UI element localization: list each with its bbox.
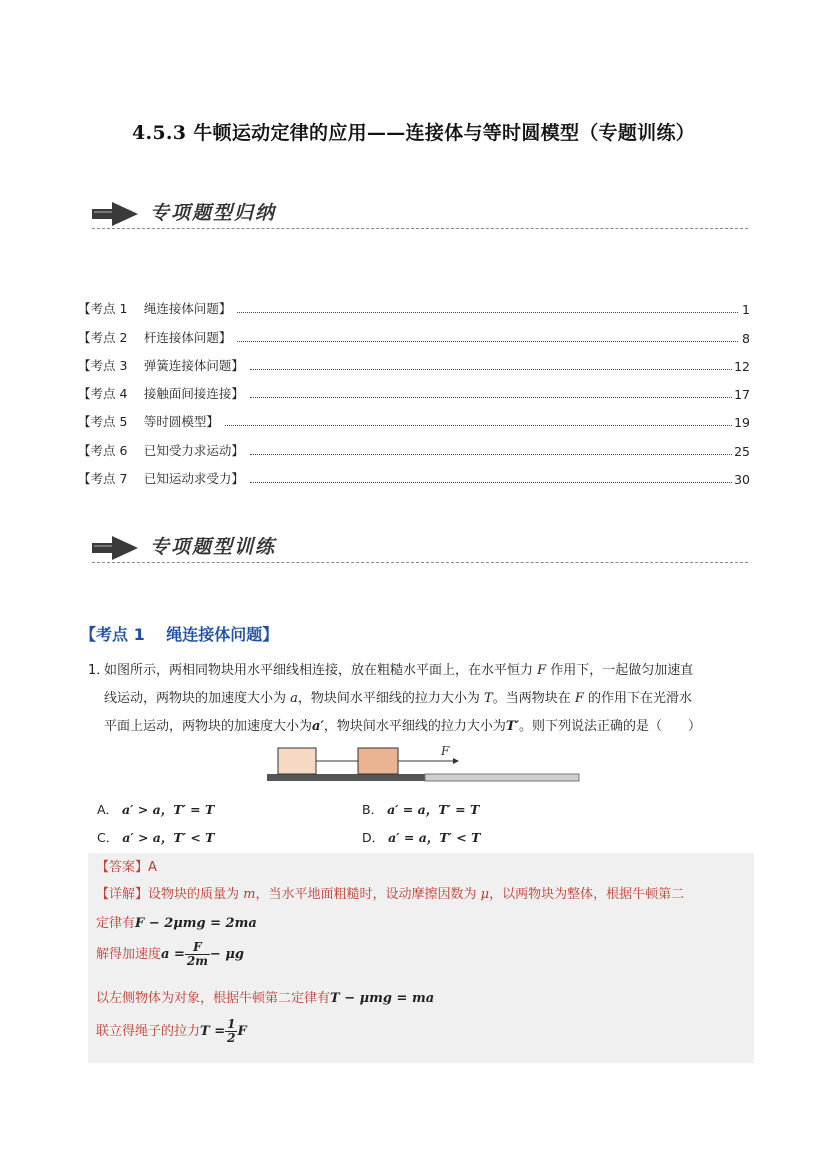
- toc-entry[interactable]: [78, 459, 750, 487]
- smooth-surface: [425, 774, 579, 781]
- toc-label: 【考点 6 已知受力求运动】: [78, 442, 244, 458]
- q-line3b: ，物块间水平细线的拉力大小为: [323, 719, 506, 734]
- toc-entry[interactable]: [78, 346, 750, 374]
- toc-page-number: 19: [734, 415, 750, 431]
- formula-4-rhs: F: [237, 1024, 247, 1039]
- option-key: D．: [362, 830, 385, 845]
- force-label: F: [441, 744, 450, 758]
- toc-page-number: 30: [734, 472, 750, 488]
- toc-page-number: 8: [742, 330, 750, 346]
- toc-label: 【考点 5 等时圆模型】: [78, 414, 219, 430]
- q-line1b: 作用下，一起做匀加速直: [546, 663, 694, 678]
- formula-2-lhs: a =: [161, 947, 185, 962]
- toc-entry[interactable]: [78, 289, 750, 317]
- fraction-denominator: 2: [227, 1031, 236, 1045]
- q-line1a: 如图所示，两相同物块用水平细线相连接，放在粗糙水平面上，在水平恒力: [104, 663, 538, 678]
- fraction-one-half: [225, 1018, 237, 1045]
- fraction-numerator: F: [185, 941, 210, 955]
- detail-line4: [96, 987, 434, 1006]
- rough-surface: [267, 774, 425, 781]
- toc-label: 【考点 4 接触面间接连接】: [78, 386, 244, 402]
- toc-label: 【考点 2 杆连接体问题】: [78, 329, 232, 345]
- formula-2-rhs: − μg: [209, 947, 244, 962]
- question-1: [88, 657, 754, 741]
- q-line2a: 线运动，两物块的加速度大小为: [104, 691, 291, 706]
- option-key: C．: [97, 830, 119, 845]
- formula-1: F − 2μmg = 2ma: [135, 916, 257, 931]
- option-d[interactable]: [362, 828, 480, 846]
- detail-line5: [96, 1018, 247, 1045]
- detail-text: ，以两物块为整体，根据牛顿第二: [489, 887, 685, 902]
- var-a: a: [290, 691, 298, 706]
- var-m: m: [243, 887, 256, 902]
- two-blocks-figure: [265, 743, 585, 785]
- question-number: 1．: [88, 663, 110, 678]
- var-a-prime: a′: [312, 719, 324, 734]
- banner-divider: [92, 562, 748, 563]
- q-line3c: 。则下列说法正确的是（ ）: [519, 719, 702, 734]
- formula-4-lhs: T =: [200, 1024, 226, 1039]
- toc-entry[interactable]: [78, 317, 750, 345]
- table-of-contents: [78, 289, 750, 487]
- detail-line3: [96, 941, 244, 968]
- toc-page-number: 25: [734, 443, 750, 459]
- banner-training-text: 专项题型训练: [150, 536, 277, 558]
- fraction-numerator: 1: [227, 1017, 236, 1031]
- banner-summary: [92, 196, 748, 230]
- fraction-f-over-2m: [185, 941, 210, 968]
- document-title: 4.5.3 牛顿运动定律的应用——连接体与等时圆模型（专题训练）: [131, 122, 696, 144]
- arrow-right-icon: [92, 536, 138, 560]
- banner-divider: [92, 228, 748, 229]
- var-t: T: [484, 691, 493, 706]
- option-text: a′ > a，T′ < T: [122, 830, 215, 845]
- option-key: B．: [362, 802, 384, 817]
- q-line2b: ，物块间水平细线的拉力大小为: [297, 691, 485, 706]
- detail-line1: [96, 883, 684, 902]
- detail-text: 解得加速度: [96, 947, 162, 962]
- block-right: [358, 748, 398, 774]
- arrow-right-icon: [92, 202, 138, 226]
- toc-leader-dots: [225, 425, 732, 426]
- toc-entry[interactable]: [78, 374, 750, 402]
- banner-training: [92, 530, 748, 564]
- option-b[interactable]: [362, 800, 479, 818]
- toc-label: 【考点 1 绳连接体问题】: [78, 301, 232, 317]
- toc-page-number: 12: [734, 358, 750, 374]
- section-title: 【考点 1 绳连接体问题】: [80, 625, 279, 644]
- toc-label: 【考点 3 弹簧连接体问题】: [78, 357, 244, 373]
- var-f: F: [537, 663, 547, 678]
- option-text: a′ = a，T′ < T: [388, 830, 481, 845]
- q-line2c: 。当两物块在: [492, 691, 575, 706]
- detail-text: 定律有: [96, 916, 136, 931]
- toc-page-number: 17: [734, 387, 750, 403]
- answer-box: [88, 853, 754, 1063]
- option-a[interactable]: [97, 800, 214, 818]
- toc-leader-dots: [250, 369, 732, 370]
- toc-leader-dots: [250, 454, 732, 455]
- option-c[interactable]: [97, 828, 214, 846]
- toc-leader-dots: [237, 341, 738, 342]
- q-line2d: 的作用下在光滑水: [583, 691, 693, 706]
- answer-label: 【答案】A: [96, 860, 157, 875]
- detail-text: 以左侧物体为对象，根据牛顿第二定律有: [96, 991, 331, 1006]
- detail-text: 联立得绳子的拉力: [96, 1024, 201, 1039]
- toc-entry[interactable]: [78, 402, 750, 430]
- toc-page-number: 1: [742, 302, 750, 318]
- var-f: F: [574, 691, 584, 706]
- q-line3a: 平面上运动，两物块的加速度大小为: [104, 719, 313, 734]
- var-mu: μ: [480, 887, 490, 902]
- toc-leader-dots: [250, 397, 732, 398]
- toc-entry[interactable]: [78, 430, 750, 458]
- fraction-denominator: 2m: [186, 954, 208, 968]
- toc-label: 【考点 7 已知运动求受力】: [78, 471, 244, 487]
- block-left: [278, 748, 316, 774]
- question-text: [88, 657, 754, 741]
- formula-3: T − μmg = ma: [330, 991, 435, 1006]
- detail-line2: [96, 912, 257, 931]
- detail-text: ，当水平地面粗糙时，设动摩擦因数为: [255, 887, 481, 902]
- var-t-prime: T′: [505, 719, 519, 734]
- banner-summary-text: 专项题型归纳: [150, 202, 277, 224]
- option-text: a′ > a，T′ = T: [122, 802, 215, 817]
- option-key: A．: [97, 802, 119, 817]
- toc-leader-dots: [250, 482, 732, 483]
- detail-text: 【详解】设物块的质量为: [96, 887, 244, 902]
- toc-leader-dots: [237, 312, 738, 313]
- force-arrowhead: [453, 758, 459, 764]
- option-text: a′ = a，T′ = T: [387, 802, 480, 817]
